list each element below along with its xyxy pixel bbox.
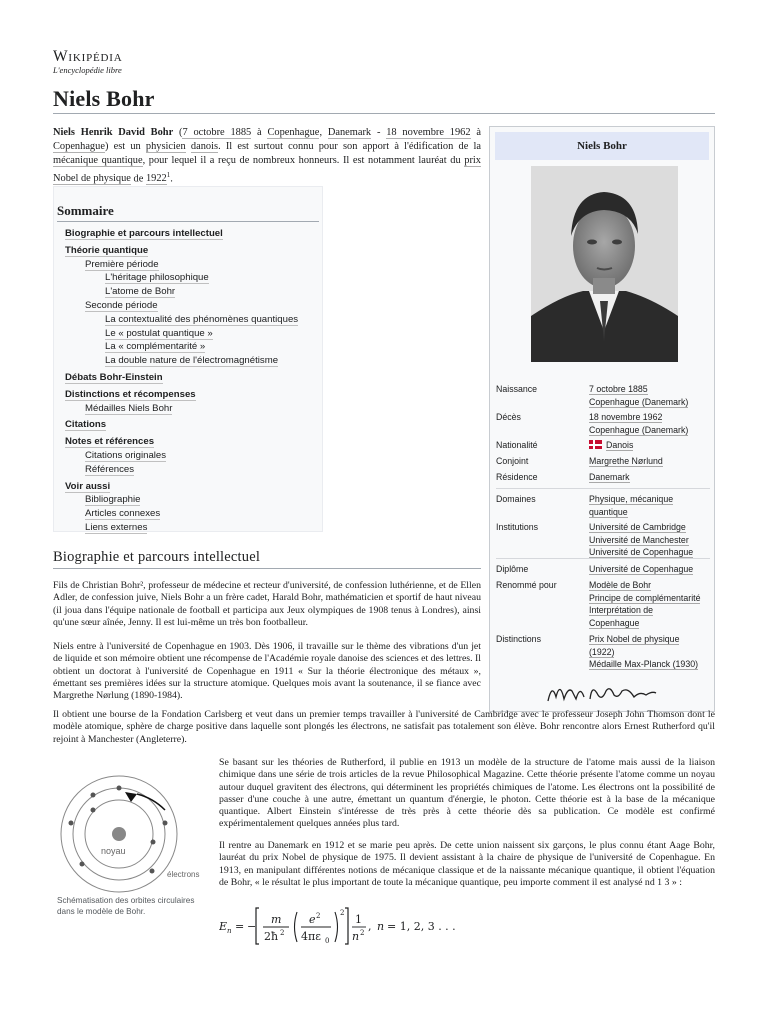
toc-item[interactable]: [65, 388, 298, 402]
toc-item[interactable]: [65, 299, 298, 313]
paragraph-1: Fils de Christian Bohr², professeur de médecine et recteur d'université, de confession luthérienne, et de Ellen Adler, de confession juive, Niels Bohr a un frère cadet, Harald Bohr, mathématicien et sportif de haut niveau (il joua dans l'équipe nationale de football et participa aux Jeux olympiques de 1908 tenus à Londres), ainsi qu'une sœur aînée, Jenny. Il est lui-même un très bon footballeur.: [53, 580, 481, 628]
toc-item-label: La contextualité des phénomènes quantiques: [105, 313, 299, 325]
svg-text:−: −: [247, 920, 257, 933]
infobox-key: Résidence: [496, 472, 538, 482]
paragraph-2: Niels entre à l'université de Copenhague en 1903. Dès 1906, il travaille sur le thème des vibrations d'un jet de liquide et son mémoire obtient une récompense de l'Académie royale danoise des sciences et des lettres. Il obtient un doctorat à l'université de Copenhague en 1911 « Sur la théorie électronique des métaux », émettant ses premières idées sur la structure atomique. Quelques mois avant la soutenance, il se fiance avec Margrethe Nørlung (1890-1984).: [53, 641, 481, 702]
toc-item[interactable]: [65, 285, 298, 299]
page-title: Niels Bohr: [53, 86, 155, 111]
svg-text:2ħ: 2ħ: [264, 930, 279, 943]
toc-item-label: Théorie quantique: [65, 244, 149, 256]
toc-item[interactable]: [65, 340, 298, 354]
birth-date-link[interactable]: 7 octobre 1885: [182, 127, 252, 138]
toc-item-label: Bibliographie: [85, 494, 141, 506]
infobox-value[interactable]: (1922): [589, 646, 615, 657]
diagram-caption: Schématisation des orbites circulaires dans le modèle de Bohr.: [57, 896, 195, 916]
portrait-photo[interactable]: [531, 166, 678, 362]
toc-item[interactable]: [65, 227, 298, 241]
svg-text:2: 2: [360, 929, 365, 937]
toc-item[interactable]: [65, 521, 298, 535]
death-city-link[interactable]: Copenhague: [53, 141, 105, 152]
infobox-value[interactable]: Copenhague: [589, 617, 640, 628]
toc-item[interactable]: [65, 463, 298, 477]
denmark-flag-icon: [589, 440, 602, 449]
logo-wordmark: Wikipédia: [53, 48, 123, 65]
infobox-key: Renommé pour: [496, 580, 557, 590]
logo-tagline: L'encyclopédie libre: [53, 65, 122, 75]
toc-item-label: La « complémentarité »: [105, 341, 206, 353]
infobox-value[interactable]: Université de Copenhague: [589, 547, 694, 558]
toc-item-label: Biographie et parcours intellectuel: [65, 228, 223, 239]
toc-list: [65, 227, 298, 535]
ref-marker[interactable]: 1: [166, 171, 171, 179]
death-date-link[interactable]: 18 novembre 1962: [386, 127, 471, 138]
title-divider: [53, 113, 715, 114]
infobox-key: Distinctions: [496, 634, 541, 644]
paragraph-3: Il obtient une bourse de la Fondation Carlsberg et veut dans un premier temps travailler à l'université de Cambridge avec le professeur Joseph John Thomson dont le modèle atomique, sphère de charge positive dans laquelle sont plongés les électrons, ne satisfait pas totalement son élève. Bohr rencontre alors Ernest Rutherford qu'il rejoint à Manchester (Angleterre).: [53, 709, 715, 745]
infobox-key: Domaines: [496, 494, 536, 504]
infobox-key: Institutions: [496, 522, 539, 532]
toc-item-label: Liens externes: [85, 521, 148, 533]
toc-item-label: Médailles Niels Bohr: [85, 402, 173, 414]
toc-item[interactable]: [65, 435, 298, 449]
infobox-key: Conjoint: [496, 456, 529, 466]
infobox-value[interactable]: Margrethe Nørlund: [589, 456, 663, 466]
toc-item-label: Citations: [65, 419, 107, 431]
year-link[interactable]: 1922: [145, 173, 167, 185]
svg-text:n: n: [352, 930, 360, 943]
meca-quantique-link[interactable]: mécanique quantique: [53, 155, 143, 166]
paragraph-5: Il rentre au Danemark en 1912 et se marie peu après. De cette union naissent six garçons, le plus connu étant Aage Bohr, lauréat du prix Nobel de physique de 1975. Il devient assistant à la chaire de physique de l'université de Copenhague. En 1913, en manipulant différentes notions de mécanique classique et de la naissante mécanique quantique, il obtient l'équation de Bohr, « le résultat le plus important de toute la mécanique quantique, peu importe comment il est analysé nd 1 3 » :: [219, 840, 715, 888]
infobox-value[interactable]: Physique, mécanique: [589, 494, 674, 504]
bohr-equation: [219, 902, 459, 950]
svg-text:m: m: [271, 913, 282, 926]
svg-text:,: ,: [368, 920, 372, 933]
infobox-value[interactable]: Danemark: [589, 472, 630, 482]
danois-link[interactable]: danois: [190, 141, 219, 152]
signature-image: [542, 677, 662, 707]
svg-text:=: =: [235, 920, 245, 933]
infobox-value[interactable]: Université de Manchester: [589, 534, 689, 545]
infobox-value[interactable]: Principe de complémentarité: [589, 592, 701, 603]
infobox-value[interactable]: Copenhague (Danemark): [589, 396, 689, 407]
toc-divider: [57, 221, 319, 222]
electrons-label: électrons: [167, 870, 200, 879]
toc-item[interactable]: [65, 313, 298, 327]
infobox-value[interactable]: Médaille Max-Planck (1930): [589, 659, 699, 670]
infobox-key: Diplôme: [496, 564, 529, 574]
toc-item-label: Notes et références: [65, 436, 155, 448]
toc-item-label: Références: [85, 463, 135, 475]
infobox-value[interactable]: Interprétation de: [589, 605, 654, 616]
infobox-value[interactable]: quantique: [589, 506, 628, 517]
wikipedia-logo[interactable]: [53, 48, 123, 75]
infobox: [489, 126, 715, 712]
infobox-separator: [496, 558, 710, 559]
lead-paragraph: Niels Henrik David Bohr (7 octobre 1885 à Copenhague, Danemark - 18 novembre 1962 à Copenhague) est un physicien danois. Il est surtout connu pour son apport à l'édification de la mécanique quantique, pour lequel il a reçu de nombreux honneurs. Il est notamment lauréat du prix Nobel de physique de 1922$^1$.: [53, 127, 482, 185]
toc-item[interactable]: [65, 244, 298, 258]
infobox-key: Naissance: [496, 384, 538, 394]
toc-item[interactable]: [65, 493, 298, 507]
toc-title: Sommaire: [57, 203, 114, 218]
subject-name: Niels Henrik David Bohr: [53, 127, 174, 138]
svg-text:2: 2: [340, 909, 345, 917]
toc-item-label: L'atome de Bohr: [105, 286, 176, 298]
toc-item[interactable]: [65, 507, 298, 521]
birth-city-link[interactable]: Copenhague: [267, 127, 320, 138]
toc-item-label: Articles connexes: [85, 508, 161, 520]
physicien-link[interactable]: physicien: [145, 141, 186, 152]
toc-item[interactable]: [65, 371, 298, 385]
toc-item-label: Première période: [85, 258, 159, 270]
toc-item[interactable]: [65, 271, 298, 285]
infobox-value[interactable]: Université de Cambridge: [589, 522, 686, 532]
svg-text:E: E: [219, 920, 228, 933]
svg-text:1: 1: [355, 913, 362, 926]
toc-item[interactable]: [65, 418, 298, 432]
section-divider: [53, 568, 481, 569]
toc-item[interactable]: [65, 354, 298, 368]
toc-item[interactable]: [65, 327, 298, 341]
toc-item[interactable]: [65, 480, 298, 494]
svg-text:4πε: 4πε: [301, 930, 321, 943]
infobox-key: Décès: [496, 412, 521, 422]
toc-item-label: La double nature de l'électromagnétisme: [105, 355, 279, 367]
section-heading: Biographie et parcours intellectuel: [53, 549, 261, 565]
toc-item[interactable]: [65, 449, 298, 463]
infobox-value[interactable]: 7 octobre 1885: [589, 384, 648, 394]
svg-text:n: n: [227, 927, 232, 935]
infobox-value[interactable]: 18 novembre 1962: [589, 412, 663, 422]
infobox-title: Niels Bohr: [495, 132, 709, 160]
infobox-separator: [496, 488, 710, 489]
svg-text:n: n: [377, 920, 385, 933]
table-of-contents: [53, 186, 323, 532]
toc-item[interactable]: [65, 402, 298, 416]
toc-item[interactable]: [65, 258, 298, 272]
toc-item-label: Le « postulat quantique »: [105, 327, 213, 339]
svg-text:0: 0: [325, 937, 330, 945]
svg-text:e: e: [309, 913, 316, 926]
paragraph-4: Se basant sur les théories de Rutherford, il publie en 1913 un modèle de la structure de l'atome mais aussi de la liaison chimique dans une série de trois articles de la revue Philosophical Magazine. Cette théorie présente l'atome comme un noyau autour duquel gravitent des électrons, qui déterminent les propriétés chimiques de l'atome. Les électrons ont la possibilité de passer d'une couche à une autre, émettant un quantum d'énergie, le photon. Cette théorie est à la base de la mécanique quantique. Albert Einstein s'intéresse de très près à cette théorie dès sa publication. Ce modèle est confirmé expérimentalement quelques années plus tard.: [219, 757, 715, 830]
svg-text:2: 2: [280, 929, 285, 937]
toc-item-label: Débats Bohr-Einstein: [65, 371, 163, 383]
infobox-value[interactable]: Copenhague (Danemark): [589, 424, 689, 435]
infobox-value[interactable]: Université de Copenhague: [589, 564, 694, 574]
nucleus-label: noyau: [101, 846, 126, 856]
infobox-value[interactable]: Modèle de Bohr: [589, 580, 652, 590]
infobox-value[interactable]: Prix Nobel de physique: [589, 634, 680, 644]
toc-item-label: Citations originales: [85, 449, 167, 461]
infobox-key: Nationalité: [496, 440, 538, 450]
svg-text:2: 2: [316, 912, 321, 920]
svg-text:= 1, 2, 3 . . .: = 1, 2, 3 . . .: [387, 920, 456, 933]
toc-item-label: Seconde période: [85, 299, 158, 311]
infobox-value[interactable]: Danois: [606, 440, 634, 450]
toc-item-label: Voir aussi: [65, 480, 111, 492]
toc-item-label: L'héritage philosophique: [105, 272, 209, 284]
country-link[interactable]: Danemark: [327, 127, 372, 138]
toc-item-label: Distinctions et récompenses: [65, 388, 196, 400]
nobel-link[interactable]: prix Nobel de physique: [53, 155, 482, 185]
